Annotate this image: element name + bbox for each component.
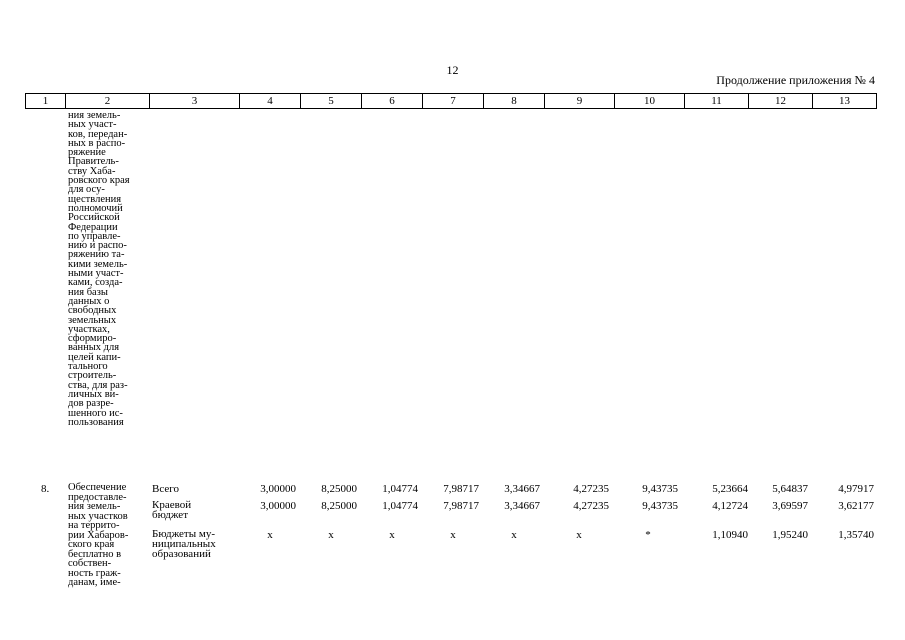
value-cell: 3,00000 — [260, 500, 296, 512]
previous-row-description: ния земель- ных участ- ков, передан- ных в распо- ряжение Правитель- ству Хаба- ровского края для осу- ществления полномочий Российской Федерации по управле- нию и распо- ряжению та- кими земель- ными участ- ками, созда- ния базы данных о свободных земельных участках, сформиро- ванных для целей капи- тального строитель- ства, для раз- личных ви- дов разре- шенного ис- пользования — [68, 110, 130, 428]
value-cell: 9,43735 — [642, 500, 678, 512]
value-cell: x — [389, 529, 395, 541]
value-cell: 8,25000 — [321, 483, 357, 495]
source-label: Краевой бюджет — [152, 499, 192, 521]
row-number: 8. — [41, 483, 50, 495]
value-cell: 3,69597 — [772, 500, 808, 512]
value-cell: 4,27235 — [573, 500, 609, 512]
value-cell: 3,34667 — [504, 500, 540, 512]
source-label: Бюджеты му- ниципальных образований — [152, 528, 216, 560]
source-label: Всего — [152, 483, 179, 495]
col-header: 5 — [301, 94, 362, 108]
value-cell: 7,98717 — [443, 500, 479, 512]
value-cell: x — [511, 529, 517, 541]
value-cell: 5,23664 — [712, 483, 748, 495]
value-cell: 3,62177 — [838, 500, 874, 512]
value-cell: 9,43735 — [642, 483, 678, 495]
value-cell: 5,64837 — [772, 483, 808, 495]
col-header: 3 — [150, 94, 240, 108]
value-cell: 1,04774 — [382, 483, 418, 495]
value-cell: 3,34667 — [504, 483, 540, 495]
value-cell: * — [645, 529, 651, 541]
value-cell: x — [450, 529, 456, 541]
continuation-note: Продолжение приложения № 4 — [716, 73, 875, 87]
value-cell: 3,00000 — [260, 483, 296, 495]
row-description: Обеспечение предоставле- ния земель- ных участков на террито- рии Хабаров- ского края бесплатно в собствен- ность граж- данам, име- — [68, 482, 129, 588]
value-cell: 1,10940 — [712, 529, 748, 541]
col-header: 10 — [615, 94, 685, 108]
value-cell: 1,35740 — [838, 529, 874, 541]
value-cell: x — [267, 529, 273, 541]
value-cell: 7,98717 — [443, 483, 479, 495]
col-header: 11 — [685, 94, 749, 108]
value-cell: x — [328, 529, 334, 541]
value-cell: x — [576, 529, 582, 541]
value-cell: 4,12724 — [712, 500, 748, 512]
col-header: 7 — [423, 94, 484, 108]
col-header: 8 — [484, 94, 545, 108]
value-cell: 4,97917 — [838, 483, 874, 495]
col-header: 12 — [749, 94, 813, 108]
value-cell: 1,04774 — [382, 500, 418, 512]
value-cell: 1,95240 — [772, 529, 808, 541]
value-cell: 4,27235 — [573, 483, 609, 495]
col-header: 6 — [362, 94, 423, 108]
col-header: 4 — [240, 94, 301, 108]
table-header-row — [25, 93, 877, 109]
value-cell: 8,25000 — [321, 500, 357, 512]
col-header: 1 — [26, 94, 66, 108]
page-number: 12 — [446, 63, 459, 77]
col-header: 9 — [545, 94, 615, 108]
col-header: 13 — [839, 95, 850, 107]
col-header: 2 — [66, 94, 150, 108]
